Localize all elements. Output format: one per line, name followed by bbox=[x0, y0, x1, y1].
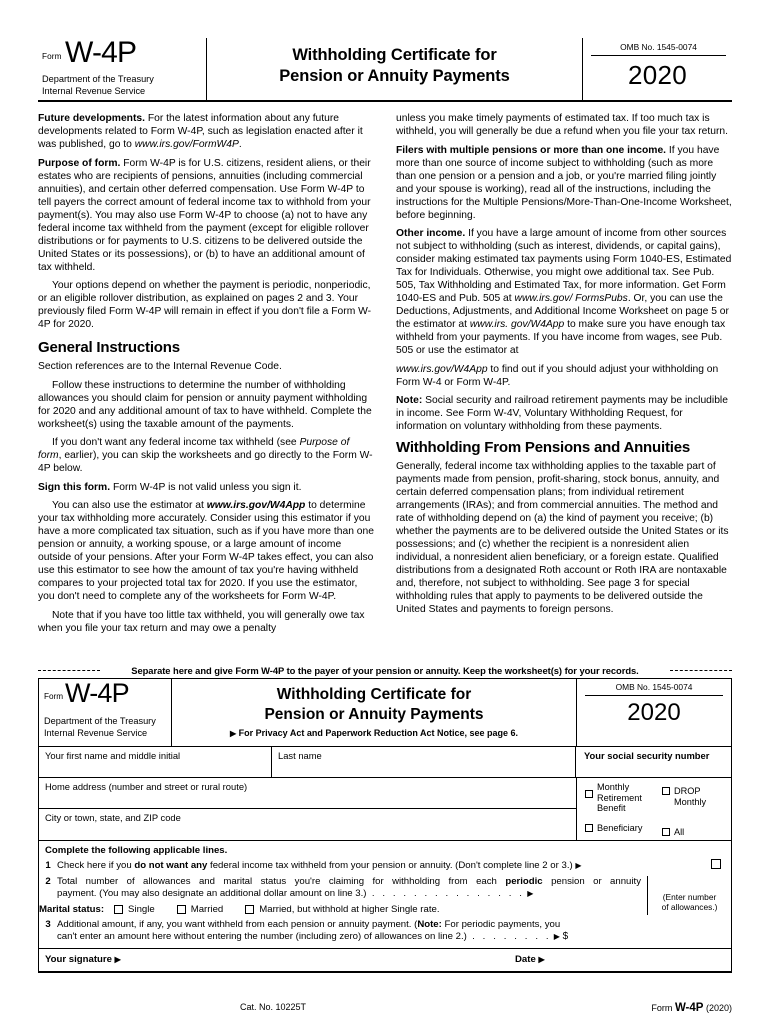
para-follow-instructions: Follow these instructions to determine the number of withholding allowances you should claim for pension or annuity payment withholding for 2020 and any additional amount of tax to have withheld. Complete the worksheet(s) using the taxable amount of the payments. bbox=[38, 379, 372, 430]
signature-row bbox=[39, 948, 731, 973]
form-title bbox=[171, 679, 576, 746]
form-department bbox=[44, 716, 156, 739]
masthead-omb-number: OMB No. 1545-0074 bbox=[591, 38, 726, 56]
benefit-type-checkboxes bbox=[576, 778, 731, 840]
form-tax-year: 2020 bbox=[627, 699, 681, 726]
complete-lines-lead: Complete the following applicable lines. bbox=[45, 845, 228, 856]
para-w4app-adjust: www.irs.gov/W4App to find out if you should adjust your withholding on Form W-4 or Form W-4P. bbox=[396, 363, 719, 388]
line-2-main bbox=[39, 876, 647, 915]
checkbox-beneficiary[interactable] bbox=[585, 823, 656, 838]
separator-row bbox=[38, 662, 732, 678]
line-1-text-a: Check here if you bbox=[57, 860, 135, 871]
ssn-label: Your social security number bbox=[584, 750, 710, 761]
line-3-text-a: Additional amount, if any, you want withheld from each pension or annuity payment. ( bbox=[57, 918, 418, 930]
heading-withholding-from-pensions: Withholding From Pensions and Annuities bbox=[396, 439, 691, 456]
all-label: All bbox=[673, 826, 685, 837]
form-department-line2: Internal Revenue Service bbox=[44, 727, 148, 738]
line-2-note-line2: of allowances.) bbox=[661, 901, 718, 912]
para-filers-multiple-pensions: Filers with multiple pensions or more than one income. If you have more than one source of income subject to withholding (such as more than one pension or a pension and a job, or you're married filing jointly and your spouse is working), read all of the instructions, including the instructions for the Multiple Pensions/More-Than-One-Income Worksheet, before beginning. bbox=[396, 144, 732, 221]
all-checkbox-icon[interactable] bbox=[662, 828, 670, 836]
line-3-text-b: Note: bbox=[417, 918, 442, 930]
detachable-form bbox=[38, 678, 732, 973]
date-label: Date bbox=[515, 954, 536, 966]
form-lines bbox=[39, 841, 731, 948]
line-2-block bbox=[39, 876, 731, 915]
footer-form-number: W-4P bbox=[674, 1002, 704, 1014]
drop-monthly-label: DROP Monthly bbox=[673, 786, 707, 807]
privacy-arrow-icon: ▶ bbox=[229, 729, 237, 738]
benefit-checkbox-row-1 bbox=[585, 782, 727, 814]
first-name-label: Your first name and middle initial bbox=[45, 750, 181, 761]
marital-status-row bbox=[39, 901, 647, 915]
marital-status-label: Marital status: bbox=[39, 903, 105, 915]
address-and-benefit-row bbox=[39, 778, 731, 841]
para-unless-timely: unless you make timely payments of estimated tax. If too much tax is withheld, you will generally be due a refund when you file your tax return. bbox=[396, 113, 728, 137]
beneficiary-label: Beneficiary bbox=[597, 822, 643, 833]
masthead-tax-year: 2020 bbox=[627, 60, 688, 90]
masthead-department bbox=[42, 74, 154, 97]
marital-option-single[interactable] bbox=[114, 904, 155, 915]
para-generally-federal: Generally, federal income tax withholding applies to the taxable part of payments made from pension, profit-sharing, stock bonus, annuity, and certain deferred compensation plans; from individual retirement arrangements (IRAs); and from commercial annuities. The method and rate of withholding depend on (a) the kind of payment you receive; (b) whether the payments are to be delivered outside the United States or its possessions; and (c) whether the recipient is a nonresident alien individual, a nonresident alien beneficiary, or a foreign estate. Qualified distributions from a designated Roth account or Roth IRA are nontaxable and, therefore, not subject to withholding. See page 3 for special withholding rules that apply to payments to be delivered outside the United States and payments to foreign persons. bbox=[396, 461, 729, 615]
para-sign-this-form: Sign this form. Form W-4P is not valid unless you sign it. bbox=[38, 481, 302, 493]
line-1-text-c: federal income tax withheld from your pension or annuity. (Don't complete line 2 or 3.) bbox=[207, 860, 573, 871]
city-state-zip-field[interactable] bbox=[39, 809, 576, 840]
page-masthead bbox=[38, 38, 732, 102]
form-form-number: W-4P bbox=[65, 678, 129, 708]
last-name-label: Last name bbox=[278, 750, 322, 761]
masthead-department-line2: Internal Revenue Service bbox=[42, 85, 146, 96]
para-note-too-little-tax: Note that if you have too little tax withheld, you will generally owe tax when you file your tax return and may owe a penalty bbox=[38, 609, 365, 634]
separator-instruction: Separate here and give Form W-4P to the payer of your pension or annuity. Keep the worksheet(s) for your records. bbox=[131, 664, 639, 676]
instructions-right-column bbox=[396, 112, 732, 657]
form-privacy-notice-text: For Privacy Act and Paperwork Reduction Act Notice, see page 6. bbox=[238, 728, 519, 738]
masthead-form-number: W-4P bbox=[65, 36, 137, 69]
home-address-label: Home address (number and street or rural route) bbox=[45, 781, 248, 792]
signature-label: Your signature bbox=[45, 954, 112, 966]
married-higher-single-label: Married, but withhold at higher Single rate. bbox=[259, 903, 440, 915]
catalog-number: Cat. No. 10225T bbox=[239, 1002, 307, 1012]
form-omb-number: OMB No. 1545-0074 bbox=[585, 679, 723, 696]
footer-form-word: Form bbox=[651, 1003, 673, 1013]
checkbox-drop-monthly[interactable] bbox=[662, 786, 727, 814]
married-label: Married bbox=[190, 903, 224, 915]
drop-monthly-checkbox-icon[interactable] bbox=[662, 787, 670, 795]
benefit-checkbox-row-2 bbox=[585, 823, 727, 838]
para-purpose-of-form: Purpose of form. Form W-4P is for U.S. citizens, resident aliens, or their estates who are recipients of pensions, annuities (including commercial annuities), and certain other deferred compensation. Use Form W-4P to tell payers the correct amount of federal income tax to withhold from your payment(s). You may also use Form W-4P to choose (a) not to have any federal income tax withheld from the payment (except for eligible rollover distributions or for payments to U.S. citizens to be delivered outside the United States or its possessions), or (b) to have an additional amount of tax withheld. bbox=[38, 157, 371, 273]
para-estimator: You can also use the estimator at www.irs.gov/W4App to determine your tax withholding more accurately. Consider using this estimator if you have a more complicated tax situation, such as if you have more than one pension or annuity, a working spouse, or a large amount of income outside of your pensions. After your Form W-4P takes effect, you can also use this estimator to see how the amount of tax you're having withheld compares to your projected total tax for 2020. If you use the estimator, you don't need to complete any of the worksheets for Form W-4P. bbox=[38, 500, 374, 602]
line-1-text bbox=[57, 860, 731, 873]
instructions-left-column bbox=[38, 112, 374, 657]
form-form-word: Form bbox=[44, 692, 64, 701]
marital-option-married[interactable] bbox=[177, 904, 224, 915]
masthead-department-line1: Department of the Treasury bbox=[42, 74, 154, 84]
ssn-field[interactable] bbox=[576, 747, 731, 777]
checkbox-monthly-retirement-benefit[interactable] bbox=[585, 782, 656, 814]
line-2-leader-dots: . . . . . . . . . . . . . . . bbox=[371, 888, 525, 900]
line-1-row bbox=[39, 859, 731, 876]
line-1-checkbox[interactable] bbox=[711, 859, 721, 869]
para-section-references: Section references are to the Internal Revenue Code. bbox=[38, 361, 282, 372]
line-2-text-c0: pension or annuity bbox=[542, 875, 641, 887]
line-3-text: Additional amount, if any, you want withheld from each pension or annuity payment. (Note: For periodic payments, you can't enter an amount here without entering the number (including zero) of allowances on line 2.) . . . . . . . . ▶ $ bbox=[57, 918, 569, 943]
masthead-title bbox=[206, 38, 582, 100]
line-3-number: 3 bbox=[45, 918, 51, 930]
home-address-field[interactable] bbox=[39, 778, 576, 809]
para-other-income: Other income. If you have a large amount of income from other sources not subject to withholding (such as interest, dividends, or capital gains), consider making estimated tax payments using Form 1040-ES, Estimated Tax for Individuals. Otherwise, you might owe additional tax. See Pub. 505, Tax Withholding and Estimated Tax, for more information. Get Form 1040-ES and Pub. 505 at www.irs.gov/ FormsPubs. Or, you can use the Deductions, Adjustments, and Additional Income Worksheet on page 5 or the estimator at www.irs. gov/W4App to make sure you have enough tax withheld from your payments. If you have income from wages, see Pub. 505 or use the estimator at bbox=[396, 228, 732, 356]
line-2-note-line1: (Enter number bbox=[662, 891, 717, 902]
line-3-leader-dots: . . . . . . . . bbox=[472, 931, 552, 943]
footer-form-year: (2020) bbox=[705, 1003, 732, 1013]
masthead-form-word: Form bbox=[42, 52, 62, 61]
city-state-zip-label: City or town, state, and ZIP code bbox=[45, 812, 181, 823]
line-2-text-a: Total number of allowances and marital status you're claiming for withholding from each bbox=[57, 875, 506, 887]
name-row bbox=[39, 747, 731, 778]
first-name-field[interactable] bbox=[39, 747, 272, 777]
monthly-retirement-checkbox-icon[interactable] bbox=[585, 790, 593, 798]
married-checkbox-icon[interactable] bbox=[177, 905, 186, 914]
form-title-line1: Withholding Certificate for bbox=[276, 686, 472, 703]
masthead-title-line2: Pension or Annuity Payments bbox=[279, 67, 510, 85]
line-2-number: 2 bbox=[45, 875, 51, 887]
line-3-row bbox=[39, 915, 731, 948]
separator-dash-left bbox=[38, 670, 100, 671]
line-3-dollar-sign: $ bbox=[562, 931, 569, 943]
line-1-arrow-icon: ▶ bbox=[575, 861, 582, 870]
date-arrow-icon: ▶ bbox=[538, 955, 545, 965]
form-privacy-notice bbox=[230, 728, 518, 738]
line-3-text-c0: For periodic payments, you bbox=[441, 918, 561, 930]
form-header bbox=[39, 679, 731, 747]
line-2-text-b: periodic bbox=[505, 875, 543, 887]
single-label: Single bbox=[128, 903, 155, 915]
para-if-you-dont-want: If you don't want any federal income tax withheld (see Purpose of form, earlier), you can skip the worksheets and go directly to the Form W-4P below. bbox=[38, 437, 373, 474]
footer-form-identity bbox=[508, 1002, 732, 1014]
line-1-number: 1 bbox=[45, 860, 51, 871]
masthead-omb-year bbox=[582, 38, 732, 100]
line-1-text-b: do not want any bbox=[134, 860, 208, 871]
monthly-retirement-label: Monthly Retirement Benefit bbox=[597, 782, 642, 813]
beneficiary-checkbox-icon[interactable] bbox=[585, 824, 593, 832]
heading-general-instructions: General Instructions bbox=[38, 339, 180, 356]
form-omb-year bbox=[576, 679, 731, 746]
marital-option-married-higher-single-rate[interactable] bbox=[245, 904, 439, 915]
married-higher-single-checkbox-icon[interactable] bbox=[245, 905, 254, 914]
para-your-options: Your options depend on whether the payment is periodic, nonperiodic, or an eligible rollover distribution, as explained on pages 2 and 3. Your previously filed Form W-4P will remain in effect if you don't file a Form W-4P for 2020. bbox=[38, 280, 372, 330]
signature-arrow-icon: ▶ bbox=[114, 955, 121, 965]
instructions-columns bbox=[38, 112, 732, 657]
address-stack bbox=[39, 778, 576, 840]
line-2-enter-number-note bbox=[647, 876, 731, 915]
single-checkbox-icon[interactable] bbox=[114, 905, 123, 914]
form-title-line2: Pension or Annuity Payments bbox=[264, 705, 484, 723]
line-2-row bbox=[39, 876, 647, 901]
para-future-developments: Future developments. For the latest information about any future developments related to Form W-4P, such as legislation enacted after it was published, go to www.irs.gov/FormW4P. bbox=[38, 113, 363, 150]
signature-field[interactable] bbox=[39, 954, 509, 965]
date-field[interactable] bbox=[509, 954, 731, 965]
form-identity bbox=[39, 679, 171, 746]
separator-dash-right bbox=[670, 670, 732, 671]
line-2-arrow-icon: ▶ bbox=[527, 889, 534, 899]
form-footer bbox=[38, 1002, 732, 1014]
line-2-text: Total number of allowances and marital status you're claiming for withholding from each periodic pension or annuity payment. (You may also designate an additional dollar amount on line 3.) . . . . . . . . . . . . . . . ▶ bbox=[57, 875, 641, 900]
masthead-form-identity bbox=[38, 38, 206, 100]
checkbox-all[interactable] bbox=[662, 827, 727, 838]
last-name-field[interactable] bbox=[272, 747, 576, 777]
masthead-title-line1: Withholding Certificate for bbox=[292, 46, 497, 64]
line-3-arrow-icon: ▶ bbox=[553, 932, 560, 942]
para-note-social-security: Note: Social security and railroad retirement payments may be includible in income. See Form W-4V, Voluntary Withholding Request, for information on voluntary withholding from these payments. bbox=[396, 395, 728, 432]
form-department-line1: Department of the Treasury bbox=[44, 716, 156, 726]
